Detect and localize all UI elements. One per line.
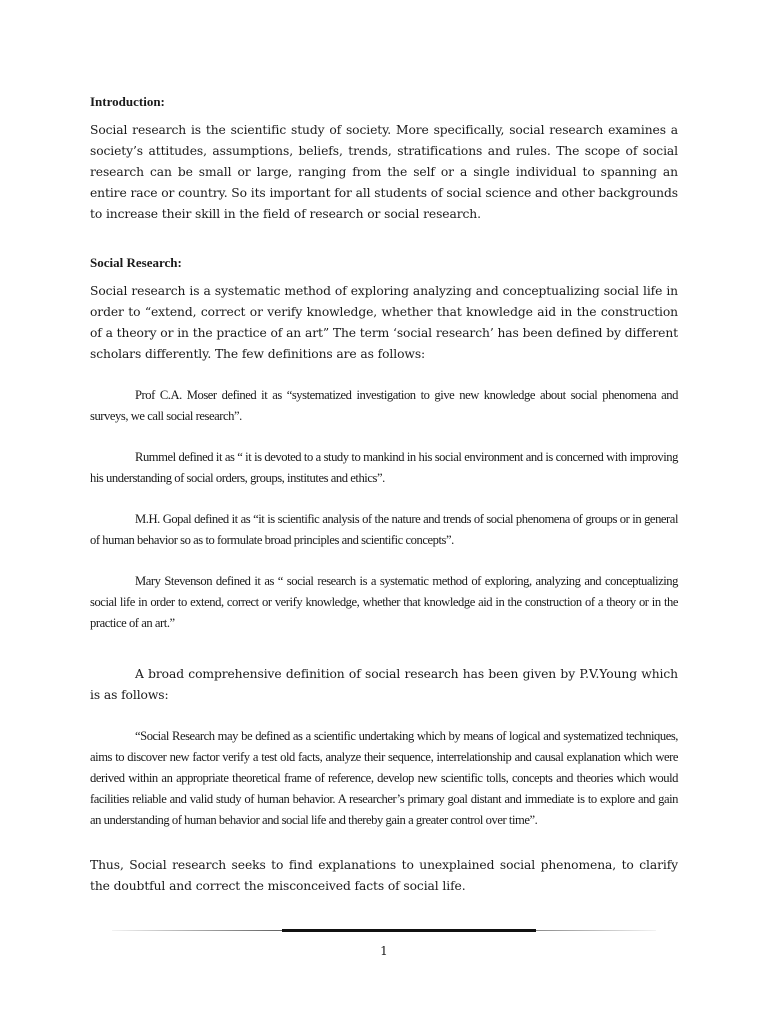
social-research-paragraph: Social research is a systematic method of exploring analyzing and conceptualizing social life in order to “extend, correct or verify knowledge, whether that knowledge aid in the construction of a theory or in the practice of an art” The term ‘social research’ has been defined by different scholars differently. The few definitions are as follows: xyxy=(90,284,678,361)
introduction-paragraph: Social research is the scientific study of society. More specifically, social research examines a society’s attitudes, assumptions, beliefs, trends, stratifications and rules. The scope of social research can be small or large, ranging from the self or a single individual to spanning an entire race or country. So its important for all students of social science and other backgrounds to increase their skill in the field of research or social research. xyxy=(90,123,678,221)
definition-rummel: Rummel defined it as “ it is devoted to a study to mankind in his social environment and is concerned with improving his understanding of social orders, groups, institutes and ethics”. xyxy=(90,450,678,485)
introduction-heading: Introduction: xyxy=(90,94,165,109)
page-number: 1 xyxy=(380,944,388,958)
definition-stevenson: Mary Stevenson defined it as “ social research is a systematic method of exploring, analyzing and conceptualizing social life in order to extend, correct or verify knowledge, whether that knowledge aid in the construction of a theory or in the practice of an art.” xyxy=(90,574,678,630)
social-research-heading: Social Research: xyxy=(90,255,182,270)
broad-definition-intro: A broad comprehensive definition of social research has been given by P.V.Young which is as follows: xyxy=(90,667,678,702)
footer-divider xyxy=(112,929,656,932)
document-page xyxy=(90,92,678,917)
young-definition-quote: “Social Research may be defined as a scientific undertaking which by means of logical and systematized techniques, aims to discover new factor verify a test old facts, analyze their sequence, interrelationship and causal explanation which were derived within an appropriate theoretical frame of reference, develop new scientific tolls, concepts and theories which would facilities reliable and valid study of human behavior. A researcher’s primary goal distant and immediate is to explore and gain an understanding of human behavior and social life and thereby gain a greater control over time”. xyxy=(90,729,678,827)
definition-gopal: M.H. Gopal defined it as “it is scientific analysis of the nature and trends of social phenomena of groups or in general of human behavior so as to formulate broad principles and scientific concepts”. xyxy=(90,512,678,547)
definition-moser: Prof C.A. Moser defined it as “systematized investigation to give new knowledge about social phenomena and surveys, we call social research”. xyxy=(90,388,678,423)
conclusion-paragraph: Thus, Social research seeks to find explanations to unexplained social phenomena, to clarify the doubtful and correct the misconceived facts of social life. xyxy=(90,858,678,893)
